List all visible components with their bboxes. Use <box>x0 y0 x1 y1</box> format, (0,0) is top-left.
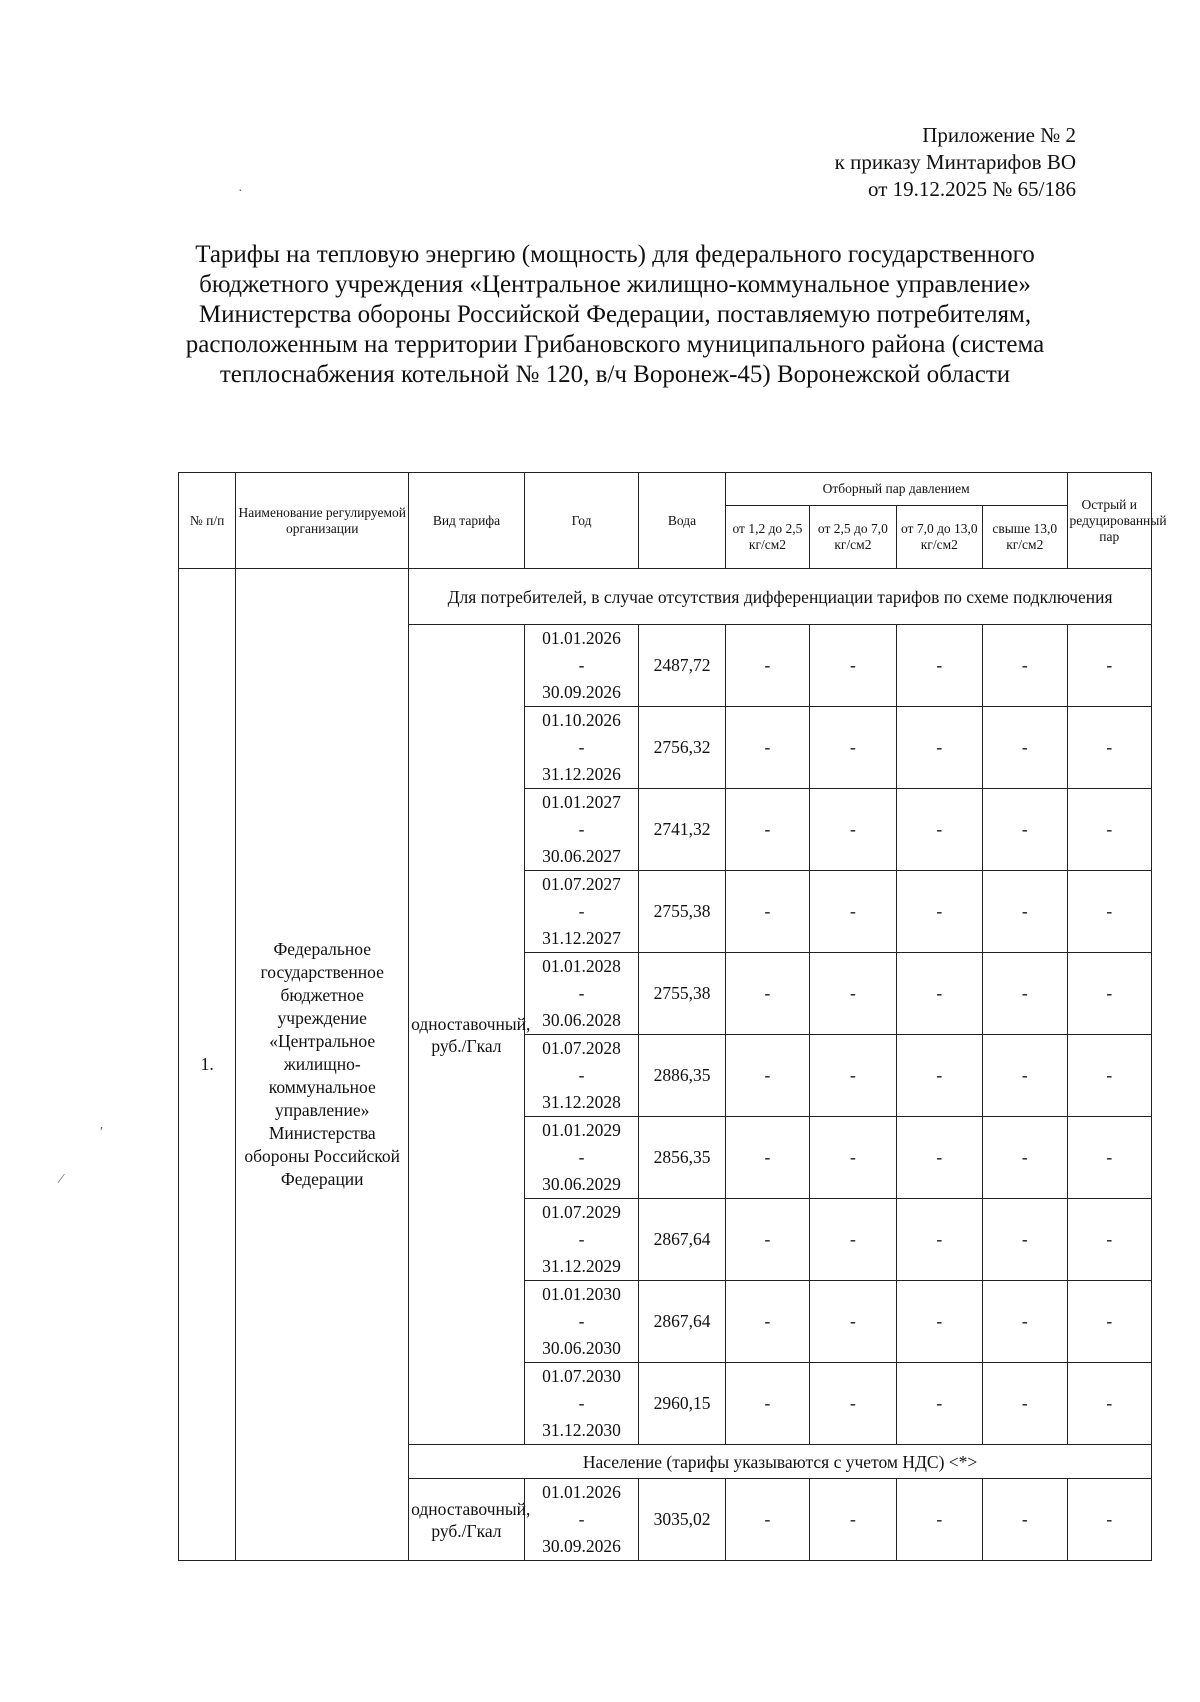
steam-1-value: - <box>725 953 809 1035</box>
header-steam-3: от 7,0 до 13,0 кг/см2 <box>896 506 982 569</box>
header-water: Вода <box>639 473 725 569</box>
steam-1-value: - <box>725 625 809 707</box>
steam-4-value: - <box>983 871 1067 953</box>
header-kind: Вид тарифа <box>409 473 525 569</box>
sharp-steam-value: - <box>1067 1479 1152 1561</box>
steam-4-value: - <box>983 1281 1067 1363</box>
tariff-kind: одноставочный, руб./Гкал <box>409 625 525 1445</box>
steam-2-value: - <box>810 1117 896 1199</box>
header-sharp-steam: Острый и редуцированный пар <box>1067 473 1152 569</box>
steam-2-value: - <box>810 1199 896 1281</box>
header-num: № п/п <box>179 473 236 569</box>
section-label: Для потребителей, в случае отсутствия дифференциации тарифов по схеме подключения <box>409 569 1152 625</box>
steam-3-value: - <box>896 789 982 871</box>
steam-1-value: - <box>725 707 809 789</box>
sharp-steam-value: - <box>1067 1035 1152 1117</box>
scan-artifact: ′ <box>100 1125 104 1140</box>
steam-4-value: - <box>983 1479 1067 1561</box>
period-cell: 01.07.2030 - 31.12.2030 <box>524 1363 639 1445</box>
appendix-order-date: от 19.12.2025 № 65/186 <box>867 177 1076 201</box>
header-year: Год <box>524 473 639 569</box>
steam-3-value: - <box>896 707 982 789</box>
steam-4-value: - <box>983 1035 1067 1117</box>
steam-3-value: - <box>896 1281 982 1363</box>
period-cell: 01.01.2028 - 30.06.2028 <box>524 953 639 1035</box>
water-tariff: 2867,64 <box>639 1281 725 1363</box>
water-tariff: 2756,32 <box>639 707 725 789</box>
steam-3-value: - <box>896 1479 982 1561</box>
period-cell: 01.01.2027 - 30.06.2027 <box>524 789 639 871</box>
water-tariff: 2960,15 <box>639 1363 725 1445</box>
steam-1-value: - <box>725 1363 809 1445</box>
period-cell: 01.07.2029 - 31.12.2029 <box>524 1199 639 1281</box>
scan-artifact: · <box>238 184 243 199</box>
header-steam-2: от 2,5 до 7,0 кг/см2 <box>810 506 896 569</box>
period-cell: 01.07.2027 - 31.12.2027 <box>524 871 639 953</box>
steam-1-value: - <box>725 1281 809 1363</box>
period-cell: 01.01.2026 - 30.09.2026 <box>524 1479 639 1561</box>
period-cell: 01.01.2030 - 30.06.2030 <box>524 1281 639 1363</box>
sharp-steam-value: - <box>1067 871 1152 953</box>
steam-4-value: - <box>983 707 1067 789</box>
steam-1-value: - <box>725 789 809 871</box>
steam-4-value: - <box>983 1363 1067 1445</box>
document-title: Тарифы на тепловую энергию (мощность) для федерального государственного бюджетного учреждения «Центральное жилищно-коммунальное управление» Министерства обороны Российской Федерации, поставляемую потребителям, расположенным на территории Грибановского муниципального района (система теплоснабжения котельной № 120, в/ч Воронеж-45) Воронежской области <box>185 241 1045 388</box>
steam-3-value: - <box>896 953 982 1035</box>
sharp-steam-value: - <box>1067 1281 1152 1363</box>
period-cell: 01.07.2028 - 31.12.2028 <box>524 1035 639 1117</box>
tariff-table <box>178 472 1167 1561</box>
period-cell: 01.01.2026 - 30.09.2026 <box>524 625 639 707</box>
tariff-kind: одноставочный, руб./Гкал <box>409 1479 525 1561</box>
steam-1-value: - <box>725 1199 809 1281</box>
steam-3-value: - <box>896 871 982 953</box>
steam-3-value: - <box>896 625 982 707</box>
organization-name: Федеральное государственное бюджетное учреждение «Центральное жилищно-коммунальное управление» Министерства обороны Российской Федерации <box>236 569 409 1561</box>
water-tariff: 2755,38 <box>639 871 725 953</box>
section-label: Население (тарифы указываются с учетом НДС) <*> <box>409 1445 1152 1479</box>
steam-4-value: - <box>983 789 1067 871</box>
steam-1-value: - <box>725 871 809 953</box>
header-steam-4: свыше 13,0 кг/см2 <box>983 506 1067 569</box>
steam-3-value: - <box>896 1363 982 1445</box>
sharp-steam-value: - <box>1067 1363 1152 1445</box>
steam-4-value: - <box>983 1117 1067 1199</box>
steam-2-value: - <box>810 707 896 789</box>
sharp-steam-value: - <box>1067 625 1152 707</box>
steam-3-value: - <box>896 1035 982 1117</box>
steam-2-value: - <box>810 1479 896 1561</box>
sharp-steam-value: - <box>1067 789 1152 871</box>
steam-2-value: - <box>810 953 896 1035</box>
period-cell: 01.10.2026 - 31.12.2026 <box>524 707 639 789</box>
steam-1-value: - <box>725 1117 809 1199</box>
steam-2-value: - <box>810 789 896 871</box>
scan-artifact: ⁄ <box>60 1172 63 1187</box>
header-org: Наименование регулируемой организации <box>236 473 409 569</box>
steam-4-value: - <box>983 1199 1067 1281</box>
steam-1-value: - <box>725 1035 809 1117</box>
steam-3-value: - <box>896 1199 982 1281</box>
steam-4-value: - <box>983 625 1067 707</box>
water-tariff: 2755,38 <box>639 953 725 1035</box>
header-steam-group: Отборный пар давлением <box>725 473 1067 506</box>
steam-3-value: - <box>896 1117 982 1199</box>
steam-1-value: - <box>725 1479 809 1561</box>
steam-2-value: - <box>810 625 896 707</box>
sharp-steam-value: - <box>1067 1199 1152 1281</box>
water-tariff: 2487,72 <box>639 625 725 707</box>
steam-2-value: - <box>810 1035 896 1117</box>
appendix-number: Приложение № 2 <box>922 123 1076 147</box>
water-tariff: 2741,32 <box>639 789 725 871</box>
row-number: 1. <box>179 569 236 1561</box>
steam-4-value: - <box>983 953 1067 1035</box>
sharp-steam-value: - <box>1067 707 1152 789</box>
water-tariff: 2867,64 <box>639 1199 725 1281</box>
water-tariff: 2886,35 <box>639 1035 725 1117</box>
appendix-order-ref: к приказу Минтарифов ВО <box>834 150 1076 174</box>
appendix-header <box>835 122 1076 203</box>
sharp-steam-value: - <box>1067 1117 1152 1199</box>
water-tariff: 3035,02 <box>639 1479 725 1561</box>
period-cell: 01.01.2029 - 30.06.2029 <box>524 1117 639 1199</box>
sharp-steam-value: - <box>1067 953 1152 1035</box>
steam-2-value: - <box>810 1363 896 1445</box>
water-tariff: 2856,35 <box>639 1117 725 1199</box>
steam-2-value: - <box>810 1281 896 1363</box>
steam-2-value: - <box>810 871 896 953</box>
header-steam-1: от 1,2 до 2,5 кг/см2 <box>725 506 809 569</box>
